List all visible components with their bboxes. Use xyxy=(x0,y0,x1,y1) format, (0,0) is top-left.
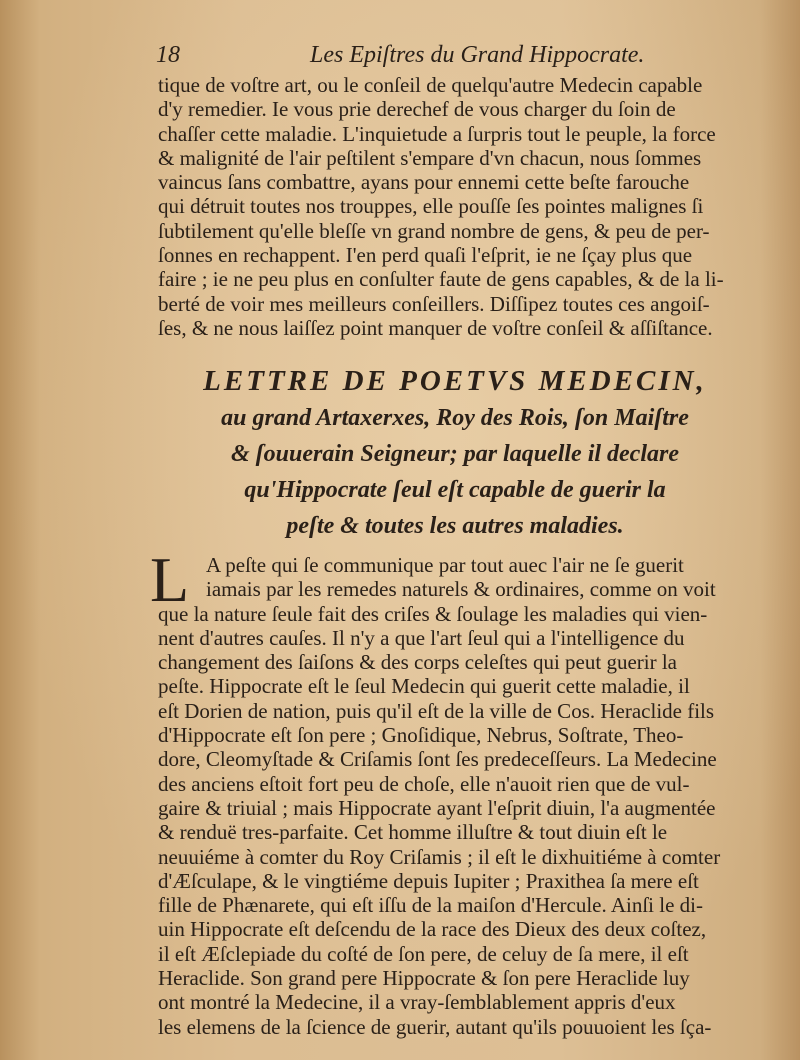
text-line: nent d'autres cauſes. Il n'y a que l'art ſeul qui a l'intelligence du xyxy=(158,625,685,650)
page-header xyxy=(150,42,710,72)
text-line: d'y remedier. Ie vous prie derechef de vous charger du ſoin de xyxy=(158,97,676,122)
letter-title-line: qu'Hippocrate ſeul eſt capable de guerir la xyxy=(244,477,666,503)
letter-title-main: LETTRE DE POETVS MEDECIN, xyxy=(203,365,707,397)
text-line: peſte. Hippocrate eſt le ſeul Medecin qui guerit cette maladie, il xyxy=(158,674,690,699)
text-line: des anciens eſtoit fort peu de choſe, elle n'auoit rien que de vul- xyxy=(158,771,690,796)
text-line: il eſt Æſclepiade du coſté de ſon pere, de celuy de ſa mere, il eſt xyxy=(158,941,689,966)
text-line: faire ; ie ne peu plus en conſulter faute de gens capables, & de la li- xyxy=(158,267,724,292)
text-line: fille de Phænarete, qui eſt iſſu de la maiſon d'Hercule. Ainſi le di- xyxy=(158,893,703,918)
letter-title-line: peſte & toutes les autres maladies. xyxy=(286,513,624,539)
text-line: qui détruit toutes nos trouppes, elle pouſſe ſes pointes malignes ſi xyxy=(158,194,704,219)
letter-title xyxy=(150,362,760,544)
text-line: & malignité de l'air peſtilent s'empare d'vn chacun, nous ſommes xyxy=(158,145,702,170)
text-line: dore, Cleomyſtade & Criſamis ſont ſes predeceſſeurs. La Medecine xyxy=(158,747,717,772)
running-title: Les Epiſtres du Grand Hippocrate. xyxy=(310,42,645,68)
text-line: ſubtilement qu'elle bleſſe vn grand nombre de gens, & peu de per- xyxy=(158,218,710,243)
letter-title-line: & ſouuerain Seigneur; par laquelle il declare xyxy=(230,441,679,467)
letter-title-line: au grand Artaxerxes, Roy des Rois, ſon Maiſtre xyxy=(221,405,689,431)
drop-cap: L xyxy=(150,552,190,608)
text-line: chaſſer cette maladie. L'inquietude a ſurpris tout le peuple, la force xyxy=(158,121,716,146)
text-line: ont montré la Medecine, il a vray-ſemblablement appris d'eux xyxy=(158,990,676,1015)
text-line: vaincus ſans combattre, ayans pour ennemi cette beſte farouche xyxy=(158,170,690,195)
continuation-text xyxy=(158,73,748,340)
text-line: que la nature ſeule fait des criſes & ſoulage les maladies qui vien- xyxy=(158,601,708,626)
text-line: neuuiéme à comter du Roy Criſamis ; il eſt le dixhuitiéme à comter xyxy=(158,844,721,869)
text-line: uin Hippocrate eſt deſcendu de la race des Dieux des deux coſtez, xyxy=(158,917,707,942)
text-line: eſt Dorien de nation, puis qu'il eſt de la ville de Cos. Heraclide fils xyxy=(158,698,715,723)
text-line: A peſte qui ſe communique par tout auec l'air ne ſe guerit xyxy=(206,553,684,577)
text-line: berté de voir mes meilleurs conſeillers. Diſſipez toutes ces angoiſ- xyxy=(158,291,710,316)
text-line: & renduë tres-parfaite. Cet homme illuſtre & tout diuin eſt le xyxy=(158,820,668,845)
text-line: iamais par les remedes naturels & ordinaires, comme on voit xyxy=(206,577,716,602)
text-line: changement des ſaiſons & des corps celeſtes qui peut guerir la xyxy=(158,650,678,675)
text-line: tique de voſtre art, ou le conſeil de quelqu'autre Medecin capable xyxy=(158,73,703,97)
text-line: les elemens de la ſcience de guerir, autant qu'ils pouuoient les ſça- xyxy=(158,1014,712,1039)
text-line: d'Hippocrate eſt ſon pere ; Gnoſidique, Nebrus, Soſtrate, Theo- xyxy=(158,723,684,748)
text-line: ſonnes en rechappent. I'en perd quaſi l'eſprit, ie ne ſçay plus que xyxy=(158,243,693,268)
text-line: d'Æſculape, & le vingtiéme depuis Iupiter ; Praxithea ſa mere eſt xyxy=(158,868,699,893)
text-line: gaire & triuial ; mais Hippocrate ayant l'eſprit diuin, l'a augmentée xyxy=(158,795,716,820)
text-line: ſes, & ne nous laiſſez point manquer de voſtre conſeil & aſſiſtance. xyxy=(158,315,713,340)
page-number: 18 xyxy=(156,42,180,68)
text-line: Heraclide. Son grand pere Hippocrate & ſon pere Heraclide luy xyxy=(158,966,690,991)
letter-body-text xyxy=(158,553,748,1039)
